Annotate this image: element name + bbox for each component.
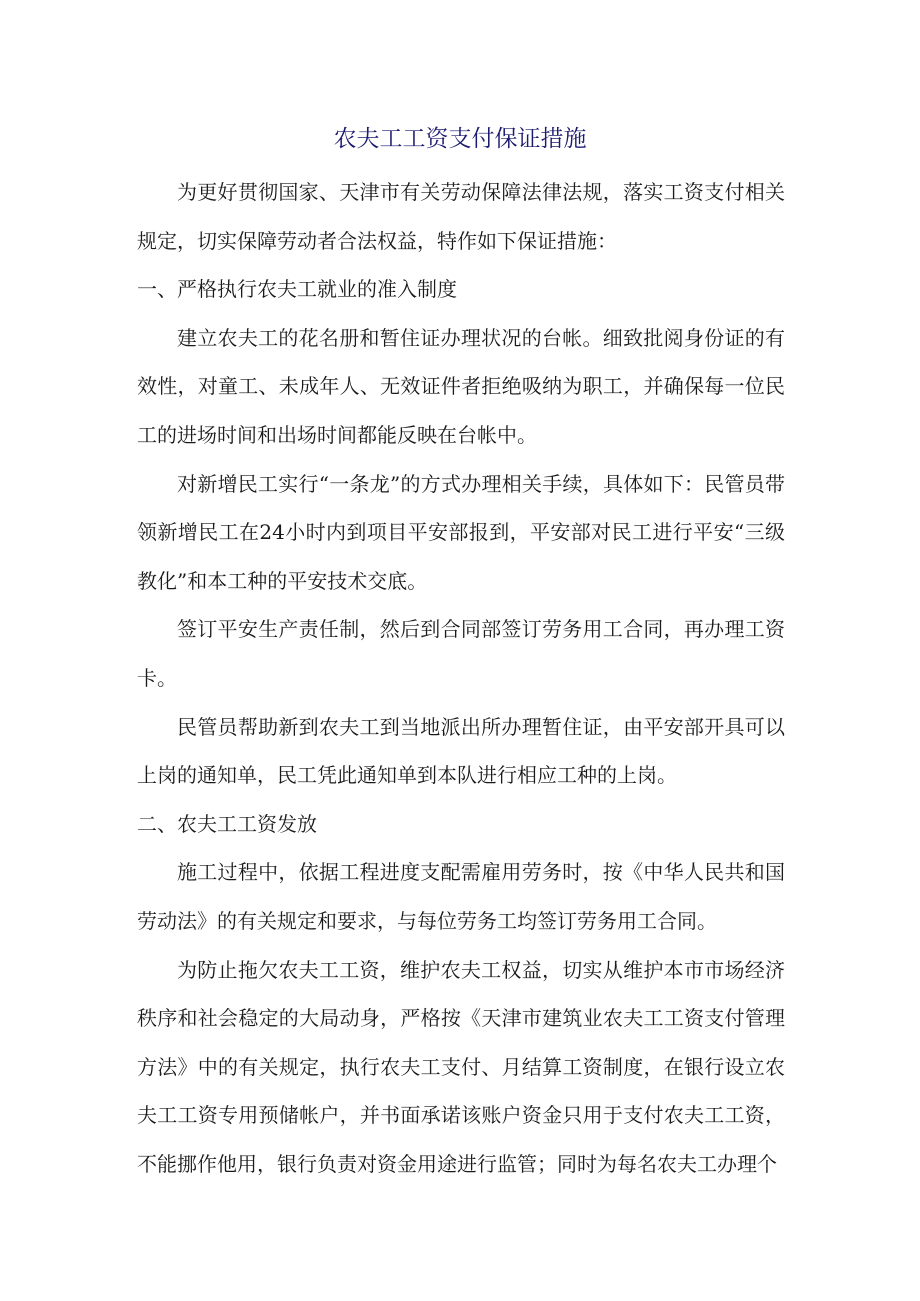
document-title: 农夫工工资支付保证措施 [333,126,587,152]
paragraph-wage-account: 为防止拖欠农夫工工资，维护农夫工权益，切实从维护本市市场经济秩序和社会稳定的大局动身，严格按《天津市建筑业农夫工工资支付管理方法》中的有关规定，执行农夫工支付、月结算工资制度，在银行设立农夫工工资专用预储帐户，并书面承诺该账户资金只用于支付农夫工工资，不能挪作他用，银行负责对资金用途进行监管；同时为每名农夫工办理个 [137,957,785,1176]
paragraph-onboarding: 对新增民工实行“一条龙”的方式办理相关手续，具体如下：民管员带领新增民工在24小时内到项目平安部报到，平安部对民工进行平安“三级教化”和本工种的平安技术交底。 [137,471,785,593]
document-body [137,168,785,1188]
paragraph-roster: 建立农夫工的花名册和暂住证办理状况的台帐。细致批阅身份证的有效性，对童工、未成年人、无效证件者拒绝吸纳为职工，并确保每一位民工的进场时间和出场时间都能反映在台帐中。 [137,325,785,447]
paragraph-intro: 为更好贯彻国家、天津市有关劳动保障法律法规，落实工资支付相关规定，切实保障劳动者合法权益，特作如下保证措施： [137,180,785,253]
section-heading-2: 二、农夫工工资发放 [137,811,317,836]
section-heading-1: 一、严格执行农夫工就业的准入制度 [137,277,457,302]
paragraph-residence-permit: 民管员帮助新到农夫工到当地派出所办理暂住证，由平安部开具可以上岗的通知单，民工凭此通知单到本队进行相应工种的上岗。 [137,714,785,788]
paragraph-labor-law: 施工过程中，依据工程进度支配需雇用劳务时，按《中华人民共和国劳动法》的有关规定和要求，与每位劳务工均签订劳务用工合同。 [137,860,785,933]
paragraph-contract: 签订平安生产责任制，然后到合同部签订劳务用工合同，再办理工资卡。 [137,617,785,690]
